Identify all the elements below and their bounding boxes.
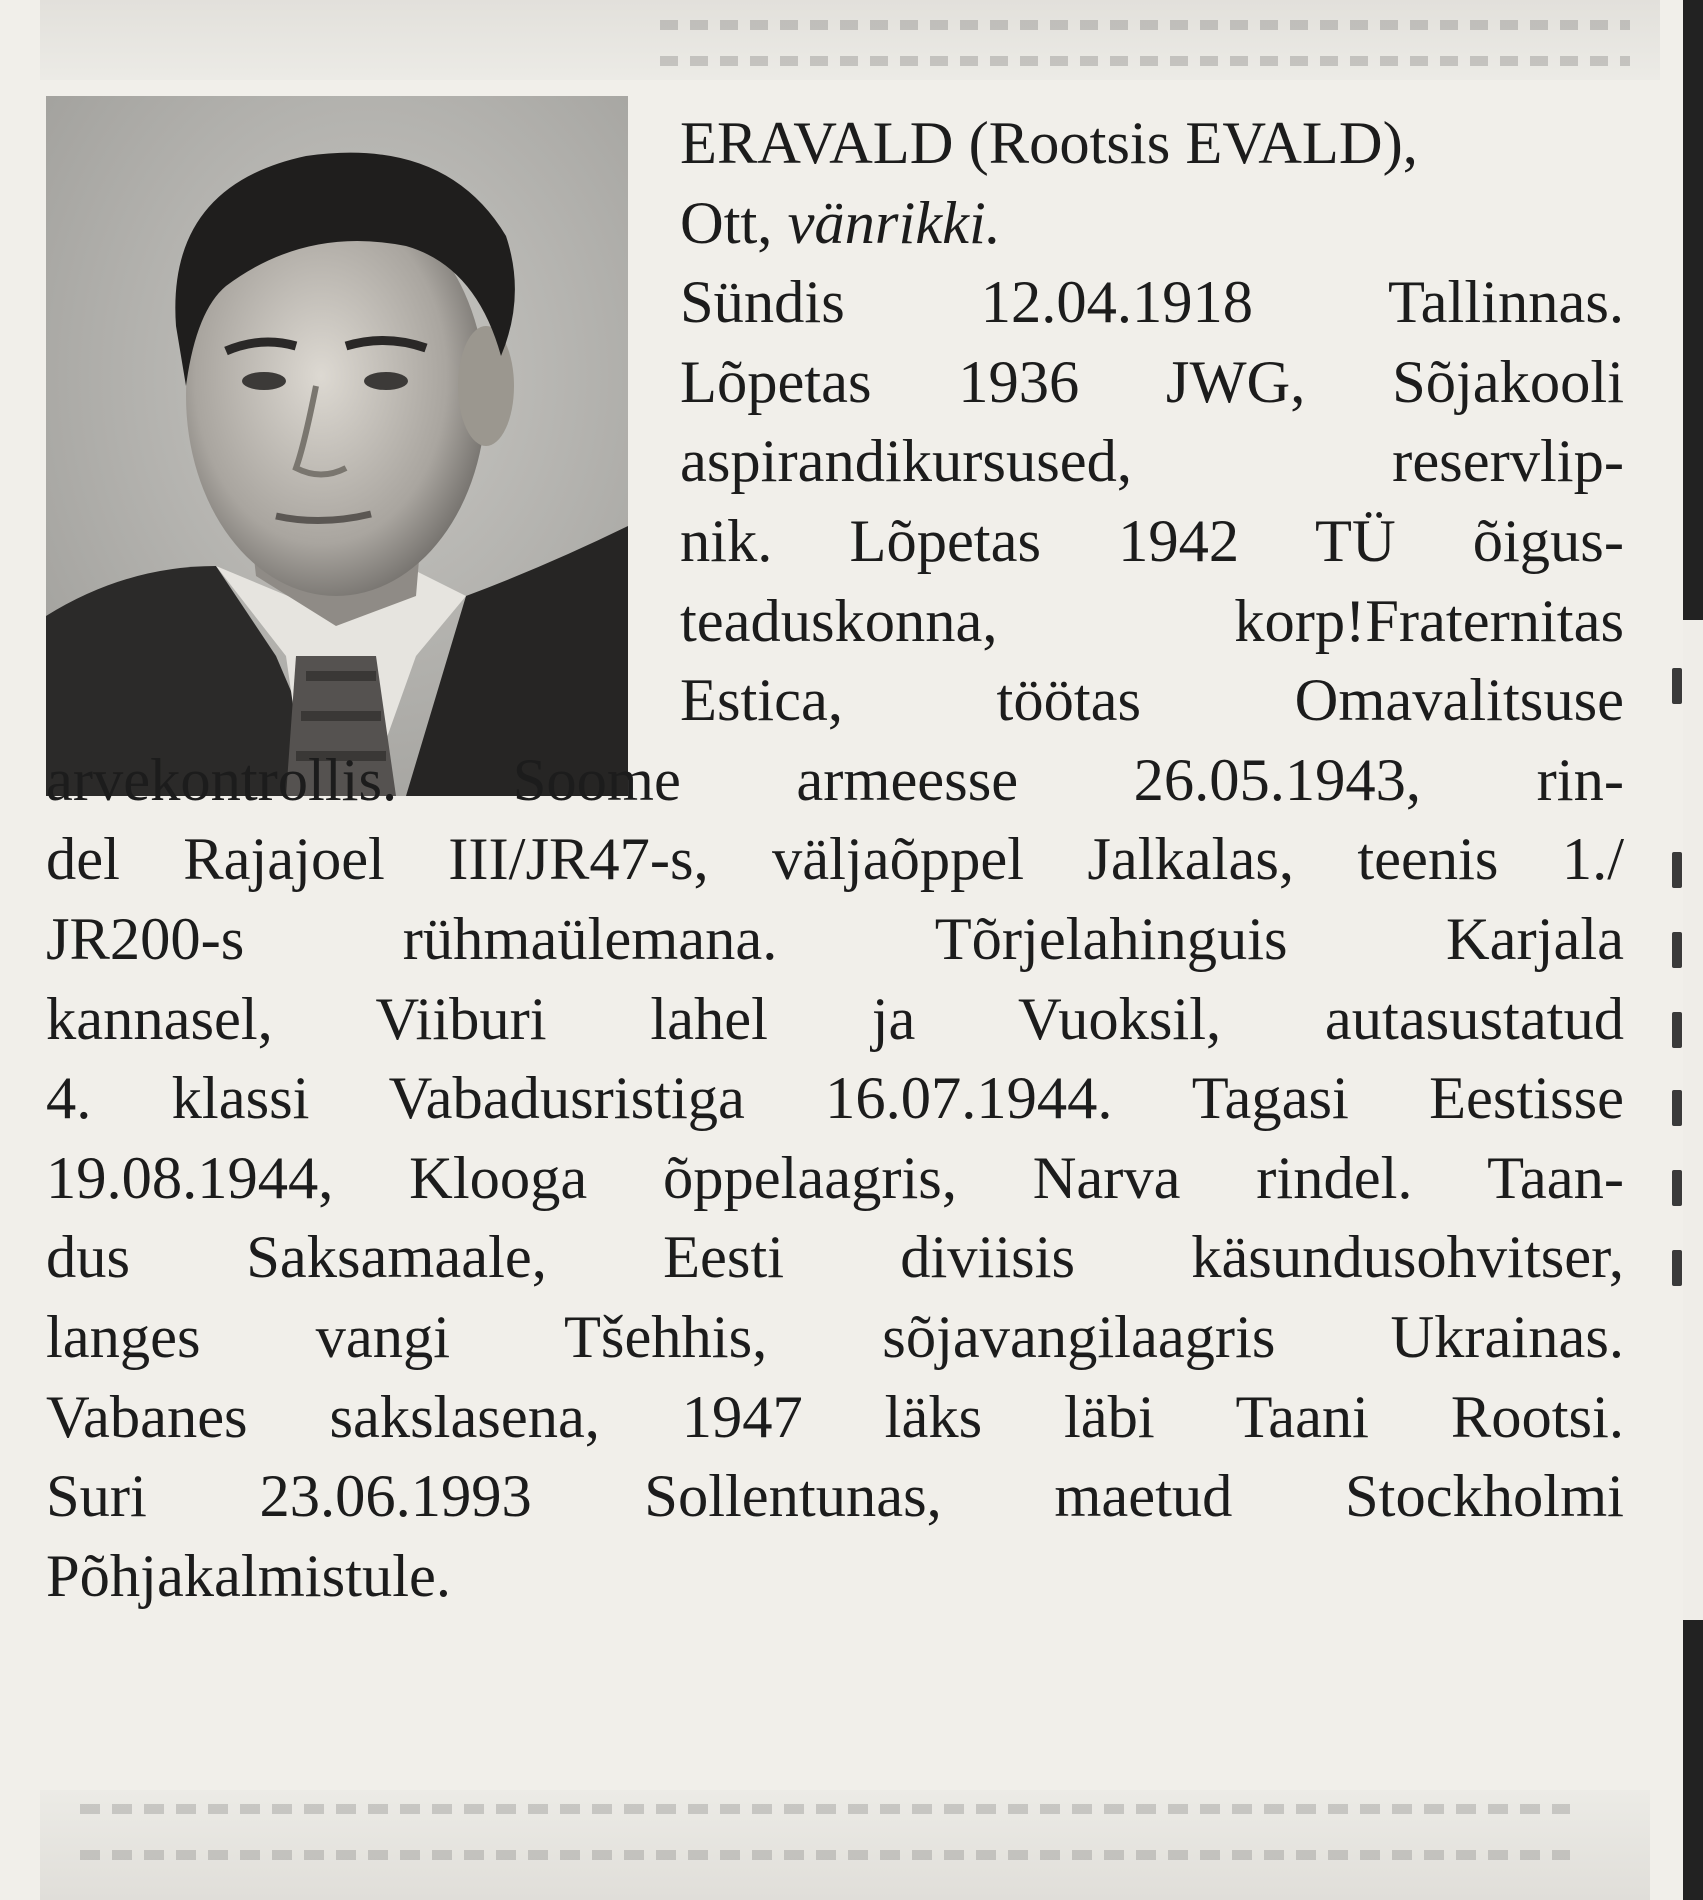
adjacent-page-glyph [1672,1170,1692,1210]
adjacent-page-glyph [1672,932,1692,972]
alternate-name: (Rootsis EVALD), [968,110,1418,177]
given-name-line [680,184,1624,264]
adjacent-page-glyph [1672,852,1692,892]
bio-line: dus Saksamaale, Eesti diviisis käsundusohvitser, [46,1224,1624,1292]
adjacent-page-glyph [1672,668,1692,708]
rank: vänrikki. [787,189,1001,257]
given-name: Ott, [680,189,773,257]
entry-body [46,741,1624,1617]
bio-line: 4. klassi Vabadusristiga 16.07.1944. Tagasi Eestisse [46,1065,1624,1133]
surname: ERAVALD [680,110,954,177]
bio-line: langes vangi Tšehhis, sõjavangilaagris Ukrainas. [46,1303,1624,1371]
adjacent-page-glyph [1672,1250,1692,1290]
bio-line: Sündis 12.04.1918 Tallinnas. [680,269,1624,337]
biography-entry [46,104,1624,1616]
bio-line: teaduskonna, korp!Fraternitas [680,587,1624,655]
adjacent-page-glyph [1672,1012,1692,1052]
bio-line: Estica, töötas Omavalitsuse [680,667,1624,735]
bio-line: nik. Lõpetas 1942 TÜ õigus- [680,507,1624,575]
entry-header [680,104,1624,741]
bio-line: aspirandikursused, reservlip- [680,428,1624,496]
previous-entry-bleed-through [40,0,1660,80]
bio-line: Suri 23.06.1993 Sollentunas, maetud Stockholmi [46,1463,1624,1531]
next-entry-bleed-through [40,1790,1650,1900]
bio-line: 19.08.1944, Klooga õppelaagris, Narva rindel. Taan- [46,1144,1624,1212]
bio-line: Lõpetas 1936 JWG, Sõjakooli [680,348,1624,416]
bio-line: kannasel, Viiburi lahel ja Vuoksil, autasustatud [46,985,1624,1053]
bio-line: del Rajajoel III/JR47-s, väljaõppel Jalkalas, teenis 1./ [46,826,1624,894]
name-line [680,104,1624,184]
bio-line: JR200-s rühmaülemana. Tõrjelahinguis Karjala [46,905,1624,973]
bio-line: Vabanes sakslasena, 1947 läks läbi Taani Rootsi. [46,1383,1624,1451]
adjacent-page-glyph [1672,1090,1692,1130]
bio-line: arvekontrollis. Soome armeesse 26.05.1943, rin- [46,746,1624,814]
bio-line: Põhjakalmistule. [46,1542,451,1610]
